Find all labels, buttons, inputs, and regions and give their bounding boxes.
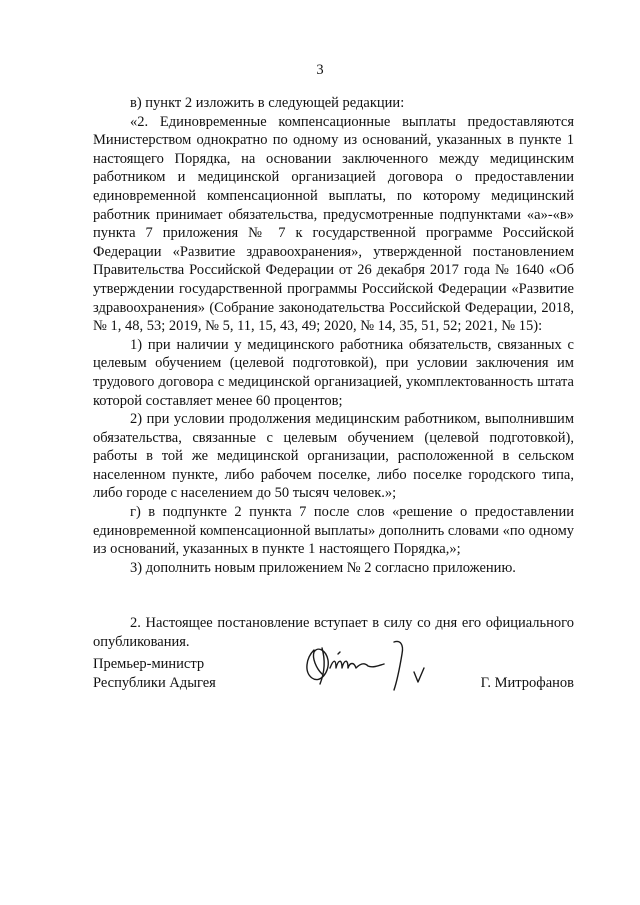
paragraph-item-v: в) пункт 2 изложить в следующей редакции: xyxy=(130,95,405,111)
paragraph-subitem-2: 2) при условии продолжения медицинским работником, выполнившим обязательства, связанные с целевым обучением (целевой подготовкой), работы в той же медицинской организации, расположенной в сельском населенном пункте, либо рабочем поселке, либо поселке городского типа, либо городе с населением до 50 тысяч человек.»; xyxy=(93,411,574,502)
paragraph-quote-2: «2. Единовременные компенсационные выплаты предоставляются Министерством однократно по одному из оснований, указанных в пункте 1 настоящего Порядка, на основании заключенного между медицинским работником и медицинской организацией договора о предоставлении единовременной компенсационной выплаты, по которому медицинский работник принимает обязательства, предусмотренные подпунктами «а»-«в» пункта 7 приложения № 7 к государственной программе Российской Федерации «Развитие здравоохранения», утвержденной постановлением Правительства Российской Федерации от 26 декабря 2017 года № 1640 «Об утверждении государственной программы Российской Федерации «Развитие здравоохранения» (Собрание законодательства Российской Федерации, 2018, № 1, 48, 53; 2019, № 5, 11, 15, 43, 49; 2020, № 14, 35, 51, 52; 2021, № 15): xyxy=(93,113,574,335)
paragraph-subitem-1: 1) при наличии у медицинского работника обязательств, связанных с целевым обучением (целевой подготовкой), при условии заключения им трудового договора с медицинской организацией, укомплектованность штата которой составляет менее 60 процентов; xyxy=(93,336,574,409)
signatory-name: Г. Митрофанов xyxy=(480,675,574,691)
document-body xyxy=(93,94,574,652)
page-number: 3 xyxy=(316,62,324,78)
signatory-title-line2: Республики Адыгея xyxy=(93,675,216,691)
signatory-title-line1: Премьер-министр xyxy=(93,656,205,672)
signatory-title xyxy=(93,655,216,693)
paragraph-item-g: г) в подпункте 2 пункта 7 после слов «решение о предоставлении единовременной компенсационной выплаты» дополнить словами «по одному из оснований, указанных в пункте 1 настоящего Порядка,»; xyxy=(93,504,574,558)
paragraph-item-3: 3) дополнить новым приложением № 2 согласно приложению. xyxy=(130,559,516,576)
handwritten-signature xyxy=(300,628,440,698)
paragraph-effective-date: 2. Настоящее постановление вступает в силу со дня его официального опубликования. xyxy=(93,615,574,651)
